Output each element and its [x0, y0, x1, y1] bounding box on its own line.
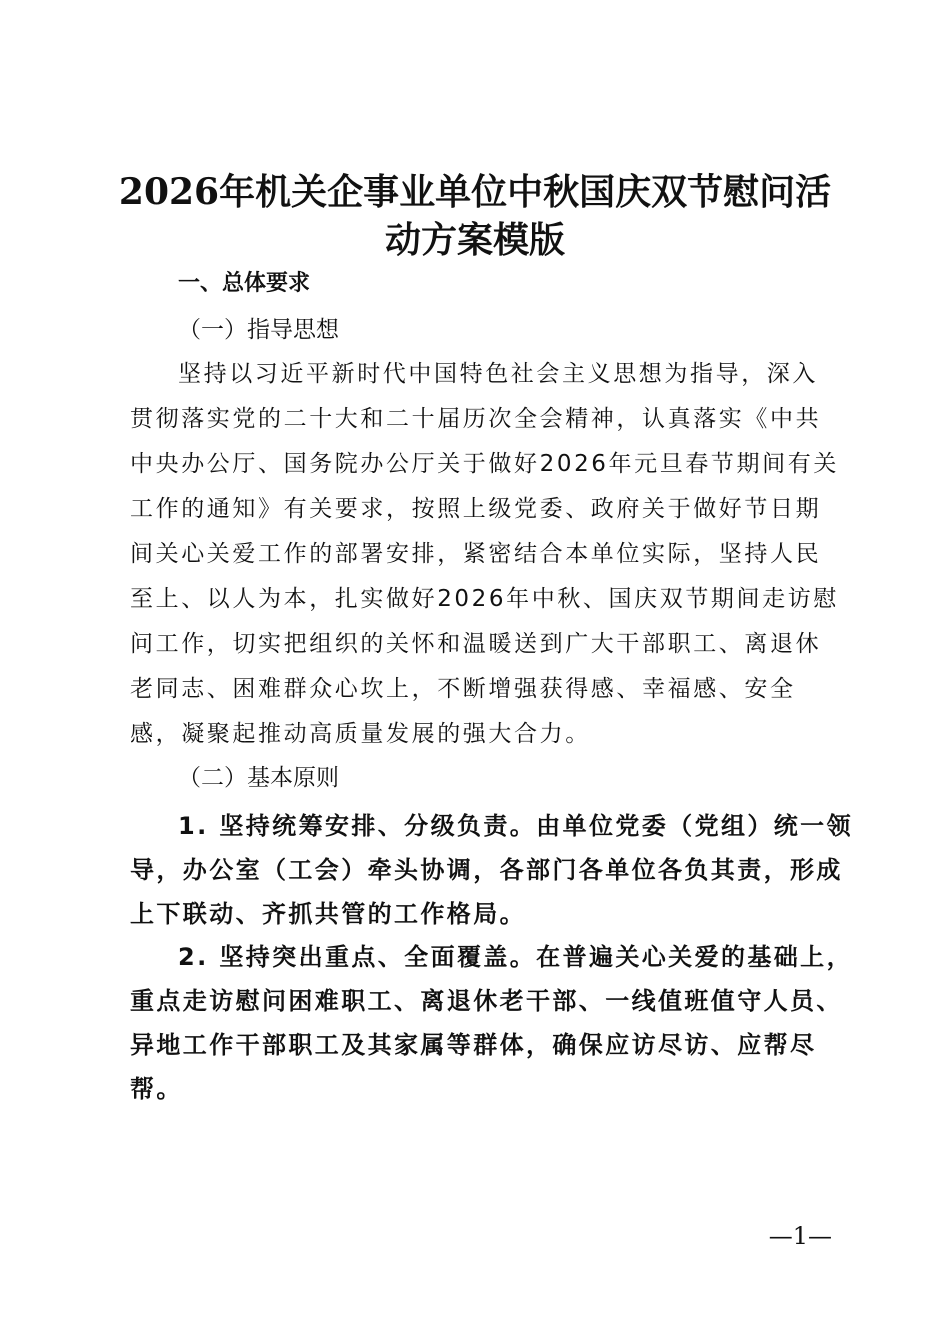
paragraph-guiding-ideology [130, 352, 839, 757]
paragraph-line: 问工作，切实把组织的关怀和温暖送到广大干部职工、离退休 [130, 631, 822, 657]
paragraph-line: 贯彻落实党的二十大和二十届历次全会精神，认真落实《中共 [130, 406, 822, 432]
paragraph-line: 老同志、困难群众心坎上，不断增强获得感、幸福感、安全 [130, 676, 796, 702]
paragraph-line: 导，办公室（工会）牵头协调，各部门各单位各负其责，形成 [130, 856, 843, 884]
paragraph-line: 间关心关爱工作的部署安排，紧密结合本单位实际，坚持人民 [130, 541, 822, 567]
paragraph-line: 工作的通知》有关要求，按照上级党委、政府关于做好节日期 [130, 496, 822, 522]
section-heading-general-requirements: 一、总体要求 [178, 271, 311, 296]
paragraph-line: 2. 坚持突出重点、全面覆盖。在普遍关心关爱的基础上， [178, 943, 853, 971]
paragraph-line: 帮。 [130, 1075, 183, 1103]
document-title [100, 168, 850, 264]
paragraph-line: 至上、以人为本，扎实做好2026年中秋、国庆双节期间走访慰 [130, 586, 839, 612]
paragraph-line: 中央办公厅、国务院办公厅关于做好2026年元旦春节期间有关 [130, 451, 839, 477]
paragraph-line: 异地工作干部职工及其家属等群体，确保应访尽访、应帮尽 [130, 1031, 817, 1059]
subsection-heading-basic-principles: （二）基本原则 [178, 765, 339, 791]
paragraph-principle-1 [130, 804, 853, 936]
paragraph-line: 1. 坚持统筹安排、分级负责。由单位党委（党组）统一领 [178, 812, 853, 840]
paragraph-line: 重点走访慰问困难职工、离退休老干部、一线值班值守人员、 [130, 987, 843, 1015]
paragraph-line: 感，凝聚起推动高质量发展的强大合力。 [130, 721, 591, 747]
page-number: —1— [768, 1222, 832, 1250]
paragraph-principle-2 [130, 935, 853, 1111]
title-line-1: 2026年机关企事业单位中秋国庆双节慰问活 [118, 171, 832, 213]
paragraph-line: 坚持以习近平新时代中国特色社会主义思想为指导，深入 [178, 361, 818, 387]
paragraph-line: 上下联动、齐抓共管的工作格局。 [130, 900, 526, 928]
title-line-2: 动方案模版 [384, 219, 565, 261]
subsection-heading-guiding-ideology: （一）指导思想 [178, 317, 339, 343]
